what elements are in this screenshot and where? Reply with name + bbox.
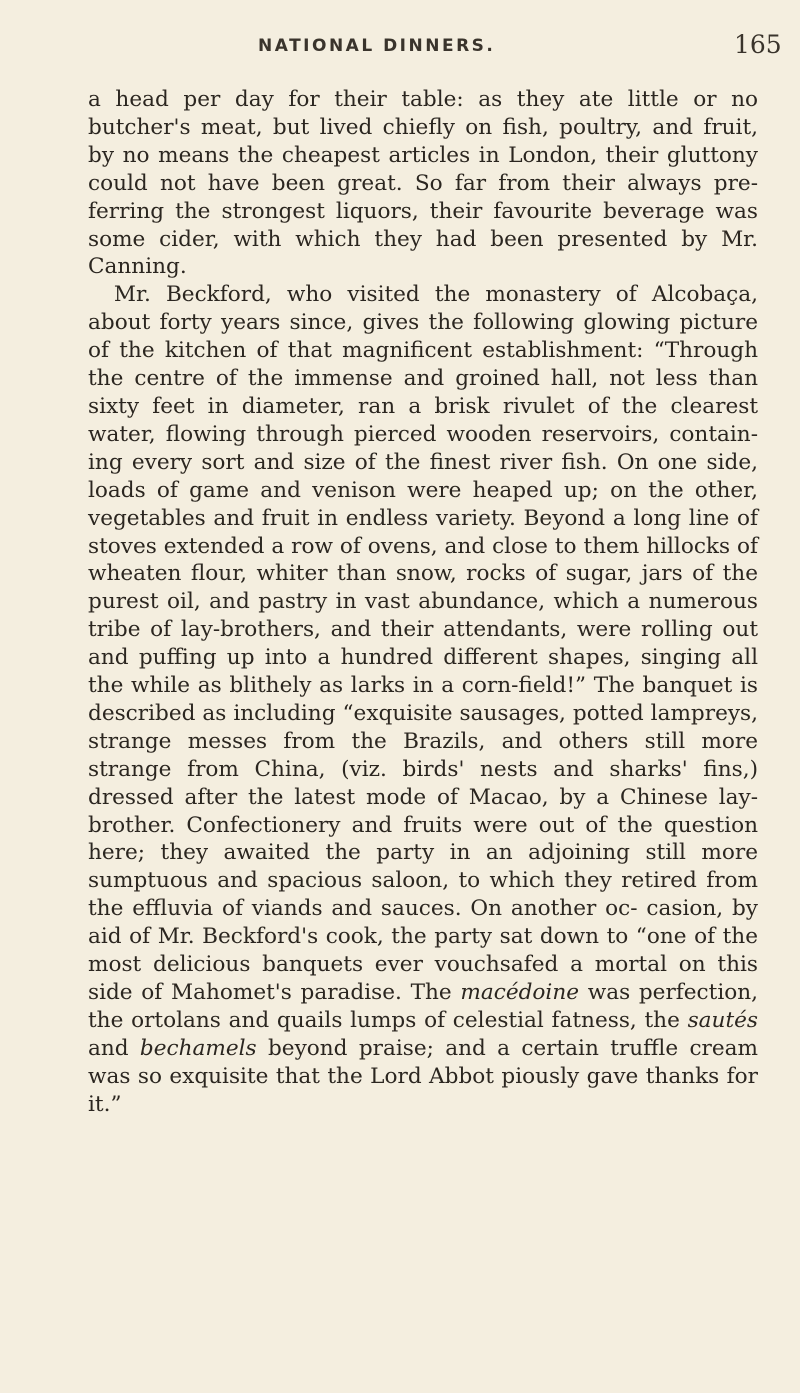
body-text: [88, 86, 758, 1119]
text-run: and: [88, 1035, 140, 1061]
italic-term-macedoine: macédoine: [460, 980, 580, 1005]
text-run: beyond praise; and a certain truffle cream was so exquisite that the Lord Abbot piously gave thanks for it.”: [88, 1035, 758, 1117]
text-run: Mr. Beckford, who visited the monastery of Alcobaça, about forty years since, gives the following glowing picture of the kitchen of that magnificent establishment: “Through the centre of the immense and groined hall, not less than sixty feet in diameter, ran a brisk rivulet of the clearest water, flowing through pierced wooden reservoirs, contain- ing every sort and size of the finest river fish. On one side, loads of game and venison were heaped up; on the other, vegetables and fruit in endless variety. Beyond a long line of stoves extended a row of ovens, and close to them hillocks of wheaten flour, whiter than snow, rocks of sugar, jars of the purest oil, and pastry in vast abundance, which a numerous tribe of lay-brothers, and their attendants, were rolling out and puffing up into a hundred different shapes, singing all the while as blithely as larks in a corn-field!” The banquet is described as including “exquisite sausages, potted lampreys, strange messes from the Brazils, and others still more strange from China, (viz. birds' nests and sharks' fins,) dressed after the latest mode of Macao, by a Chinese lay-brother. Confectionery and fruits were out of the question here; they awaited the party in an adjoining still more sumptuous and spacious saloon, to which they retired from the effluvia of viands and sauces. On another oc- casion, by aid of Mr. Beckford's cook, the party sat down to “one of the most delicious banquets ever vouchsafed a mortal on this side of Mahomet's paradise. The: [88, 282, 758, 1005]
page-number: 165: [734, 30, 782, 59]
running-title: NATIONAL DINNERS.: [258, 36, 496, 56]
paragraph: [88, 281, 758, 1118]
italic-term-sautes: sautés: [687, 1007, 758, 1033]
text-run: was perfection, the ortolans and quails lumps of celestial fatness, the: [88, 980, 759, 1033]
italic-term-bechamels: bechamels: [139, 1035, 257, 1061]
running-head: [0, 30, 800, 62]
paragraph: [88, 86, 758, 281]
text-run: a head per day for their table: as they ate little or no butcher's meat, but lived chiefly on fish, poultry, and fruit, by no means the cheapest articles in London, their gluttony could not have been great. So far from their always pre- ferring the strongest liquors, their favourite beverage was some cider, with which they had been presented by Mr. Canning.: [88, 87, 758, 280]
